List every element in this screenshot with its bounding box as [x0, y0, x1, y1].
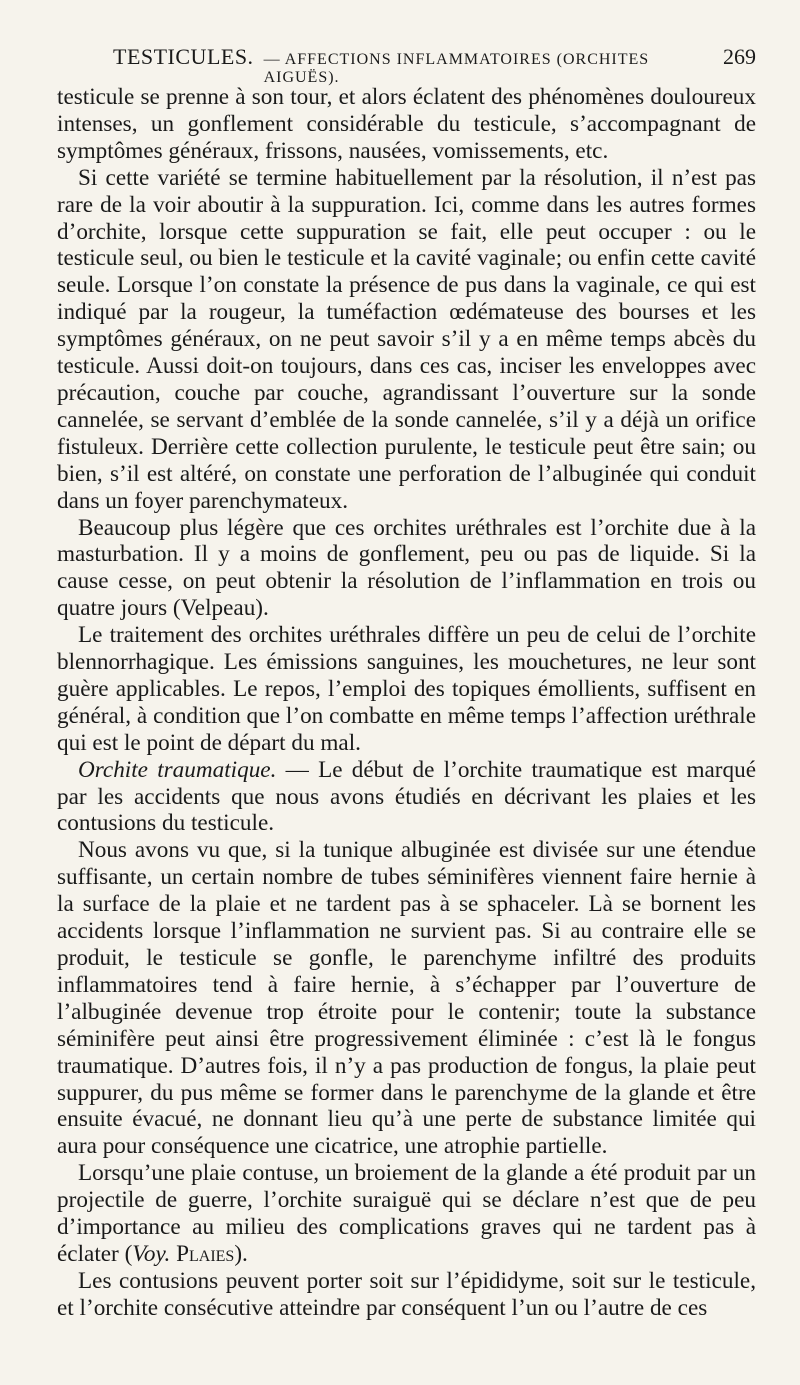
header-title: TESTICULES. [113, 44, 254, 69]
paragraph-masturbation [57, 515, 756, 623]
paragraph-continuation [57, 84, 756, 165]
paragraph-text: Lorsqu’une plaie contuse, un broiement de la glande a été produit par un projectile de guerre, l’orchite suraiguë qui se déclare n’est que de peu d’importance au milieu des complications graves qui ne tardent pas à éclater ( [57, 1160, 756, 1267]
running-header [113, 44, 756, 84]
paragraph-text: Nous avons vu que, si la tunique albuginée est divisée sur une étendue suffisante, un certain nombre de tubes séminifères viennent faire hernie à la surface de la plaie et ne tardent pas à se sphaceler. Là se bornent les accidents lorsque l’inflammation ne survient pas. Si au contraire elle se produit, le testicule se gonfle, le parenchyme infiltré des produits inflammatoires tend à faire hernie, à s’échapper par l’ouverture de l’albuginée devenue trop étroite pour le contenir; toute la substance séminifère peut ainsi être progressivement éliminée : c’est là le fongus traumatique. D’autres fois, il n’y a pas production de fongus, la plaie peut suppurer, du pus même se former dans le parenchyme de la glande et être ensuite évacué, ne donnant lieu qu’à une perte de substance limitée qui aura pour conséquence une cicatrice, une atrophie partielle. [57, 837, 756, 1160]
reference-smallcaps: Plaies [176, 1240, 235, 1267]
paragraph-text: Beaucoup plus légère que ces orchites uréthrales est l’orchite due à la masturbation. Il y a moins de gonflement, peu ou pas de liquide. Si la cause cesse, on peut obtenir la résolution de l’inflammation en trois ou quatre jours (Velpeau). [57, 514, 756, 622]
body-text [57, 84, 756, 1322]
paragraph-suppuration [57, 165, 756, 515]
header-subtitle-text: AFFECTIONS INFLAMMATOIRES (ORCHITES AIGUËS). [263, 51, 650, 86]
paragraph-projectile [57, 1160, 756, 1268]
paragraph-text: — Le début de l’orchite traumatique est marqué par les accidents que nous avons étudiés en décrivant les plaies et les contusions du testicule. [57, 756, 756, 837]
header-subtitle [254, 51, 723, 87]
section-heading-italic: Orchite traumatique. [78, 756, 277, 783]
paragraph-treatment [57, 622, 756, 757]
paragraph-text: testicule se prenne à son tour, et alors éclatent des phénomènes douloureux intenses, un gonflement considérable du testicule, s’accompagnant de symptômes généraux, frissons, nausées, vomissements, etc. [57, 84, 756, 164]
page-number: 269 [723, 44, 756, 69]
paragraph-text: Si cette variété se termine habituellement par la résolution, il n’est pas rare de la voir aboutir à la suppuration. Ici, comme dans les autres formes d’orchite, lorsque cette suppuration se fait, elle peut occuper : ou le testicule seul, ou bien le testicule et la cavité vaginale; ou enfin cette cavité seule. Lorsque l’on constate la présence de pus dans la vaginale, ce qui est indiqué par la rougeur, la tuméfaction œdémateuse des bourses et les symptômes généraux, on ne peut savoir s’il y a en même temps abcès du testicule. Aussi doit-on toujours, dans ces cas, inciser les enveloppes avec précaution, couche par couche, agrandissant l’ouverture sur la sonde cannelée, se servant d’emblée de la sonde cannelée, s’il y a déjà un orifice fistuleux. Derrière cette collection purulente, le testicule peut être sain; ou bien, s’il est altéré, on constate une perforation de l’albuginée qui conduit dans un foyer parenchymateux. [57, 164, 756, 514]
paragraph-traumatic-orchitis [57, 757, 756, 838]
paragraph-contusions [57, 1268, 756, 1322]
paragraph-albuginea [57, 837, 756, 1160]
header-dash: — [263, 51, 281, 68]
paragraph-text: Les contusions peuvent porter soit sur l’épididyme, soit sur le testicule, et l’orchite consécutive atteindre par conséquent l’un ou l’autre de ces [57, 1267, 756, 1321]
paragraph-tail: ). [234, 1240, 248, 1267]
paragraph-text: Le traitement des orchites uréthrales diffère un peu de celui de l’orchite blennorrhagique. Les émissions sanguines, les mouchetures, ne leur sont guère applicables. Le repos, l’emploi des topiques émollients, suffisent en général, à condition que l’on combatte en même temps l’affection uréthrale qui est le point de départ du mal. [57, 622, 756, 756]
reference-italic: Voy. [132, 1240, 171, 1267]
